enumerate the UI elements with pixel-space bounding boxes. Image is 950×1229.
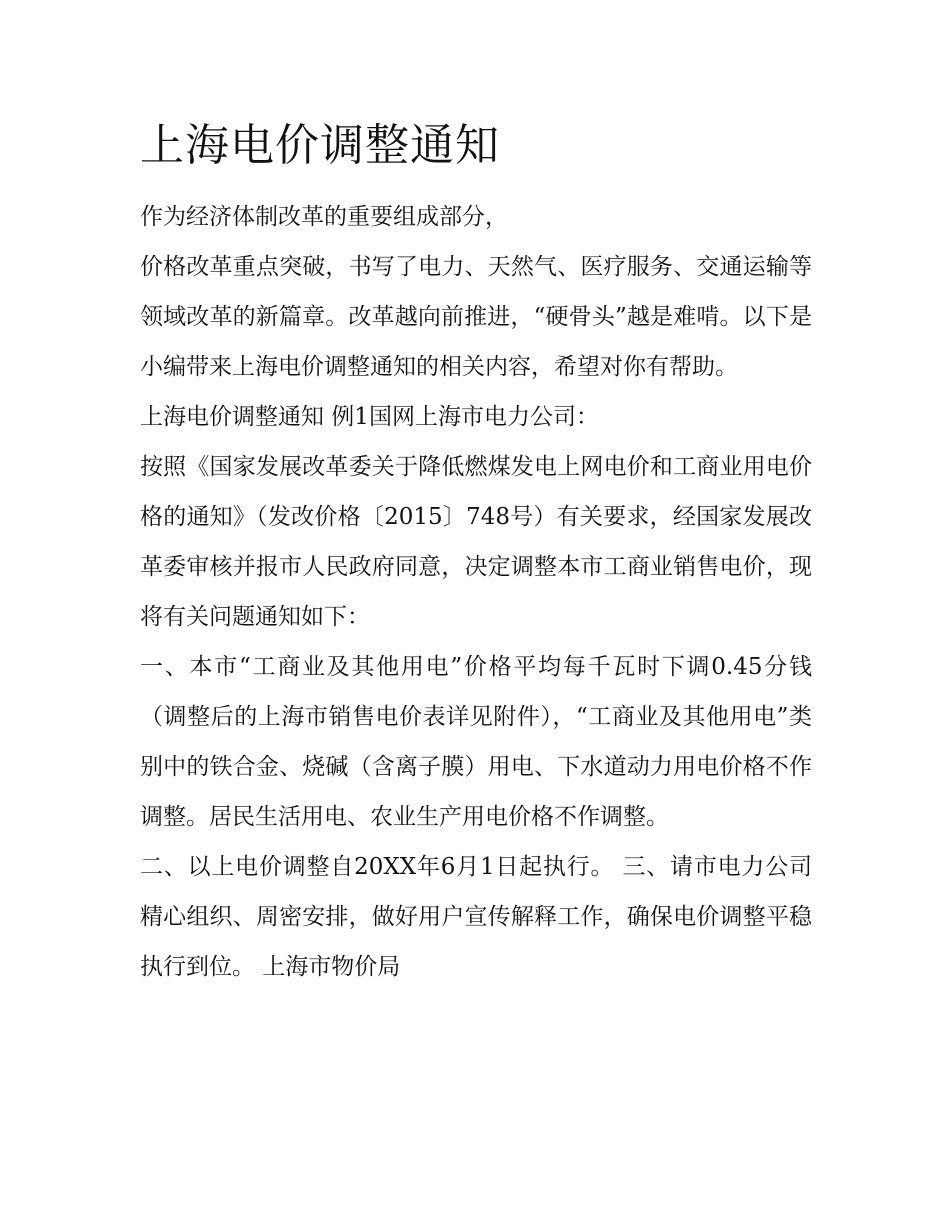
- document-title: 上海电价调整通知: [140, 120, 500, 171]
- paragraph-reform: 价格改革重点突破，书写了电力、天然气、医疗服务、交通运输等领域改革的新篇章。改革越向前推进，“硬骨头”越是难啃。以下是小编带来上海电价调整通知的相关内容，希望对你有帮助。: [140, 254, 812, 380]
- paragraph-item-two-three: 二、以上电价调整自20XX年6月1日起执行。 三、请市电力公司精心组织、周密安排，做好用户宣传解释工作，确保电价调整平稳执行到位。 上海市物价局: [140, 854, 812, 980]
- paragraph-notice-header: 上海电价调整通知 例1国网上海市电力公司：: [140, 404, 599, 430]
- paragraph-item-one: 一、本市“工商业及其他用电”价格平均每千瓦时下调0.45分钱（调整后的上海市销售电价表详见附件），“工商业及其他用电”类别中的铁合金、烧碱（含离子膜）用电、下水道动力用电价格不作调整。居民生活用电、农业生产用电价格不作调整。: [140, 654, 812, 830]
- document-page: [140, 112, 812, 992]
- paragraph-basis: 按照《国家发展改革委关于降低燃煤发电上网电价和工商业用电价格的通知》（发改价格〔2015〕748号）有关要求，经国家发展改革委审核并报市人民政府同意，决定调整本市工商业销售电价，现将有关问题通知如下：: [140, 454, 812, 630]
- paragraph-intro: 作为经济体制改革的重要组成部分，: [140, 204, 508, 230]
